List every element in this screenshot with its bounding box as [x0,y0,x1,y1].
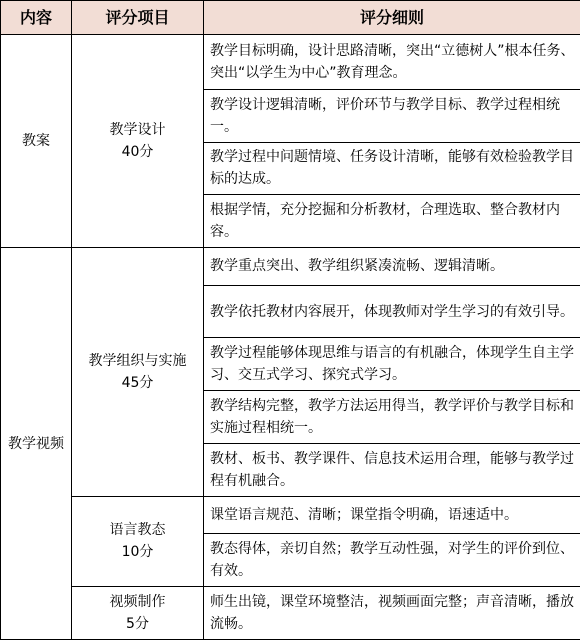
item-cell-language-demeanor [72,496,204,586]
detail-cell: 教学结构完整，教学方法运用得当，教学评价与教学目标和实施过程相统一。 [204,391,580,444]
detail-cell: 教学依托教材内容展开，体现教师对学生学习的有效引导。 [204,285,580,338]
item-score: 45分 [121,374,154,391]
header-row [1,1,580,35]
item-cell-organization [72,248,204,497]
detail-cell: 师生出镜，课堂环境整洁，视频画面完整；声音清晰，播放流畅。 [204,587,580,640]
detail-cell: 根据学情，充分挖掘和分析教材，合理选取、整合教材内容。 [204,195,580,248]
item-score: 40分 [121,144,154,161]
detail-cell: 教学重点突出、教学组织紧凑流畅、逻辑清晰。 [204,248,580,286]
content-cell-lesson-plan: 教案 [1,35,72,248]
table-row [1,35,580,90]
item-cell-video-production [72,587,204,640]
detail-cell: 教学过程能够体现思维与语言的有机融合，体现学生自主学习、交互式学习、探究式学习。 [204,338,580,391]
table-row [1,248,580,286]
item-name: 视频制作 [109,594,166,611]
item-name: 教学组织与实施 [88,352,187,369]
detail-cell: 教学过程中问题情境、任务设计清晰，能够有效检验教学目标的达成。 [204,142,580,195]
detail-cell: 教材、板书、教学课件、信息技术运用合理，能够与教学过程有机融合。 [204,444,580,497]
item-name: 教学设计 [109,122,166,139]
content-cell-teaching-video: 教学视频 [1,248,72,640]
detail-cell: 教学目标明确，设计思路清晰，突出“立德树人”根本任务、突出“以学生为中心”教育理念。 [204,35,580,90]
table-row [1,587,580,640]
detail-cell: 教态得体，亲切自然；教学互动性强，对学生的评价到位、有效。 [204,534,580,587]
header-detail: 评分细则 [204,1,580,35]
table-row [1,496,580,534]
detail-cell: 课堂语言规范、清晰；课堂指令明确，语速适中。 [204,496,580,534]
detail-cell: 教学设计逻辑清晰，评价环节与教学目标、教学过程相统一。 [204,89,580,142]
item-name: 语言教态 [109,522,166,539]
item-cell-teaching-design [72,35,204,248]
item-score: 5分 [126,616,149,633]
item-score: 10分 [121,544,154,561]
header-content: 内容 [1,1,72,35]
header-item: 评分项目 [72,1,204,35]
